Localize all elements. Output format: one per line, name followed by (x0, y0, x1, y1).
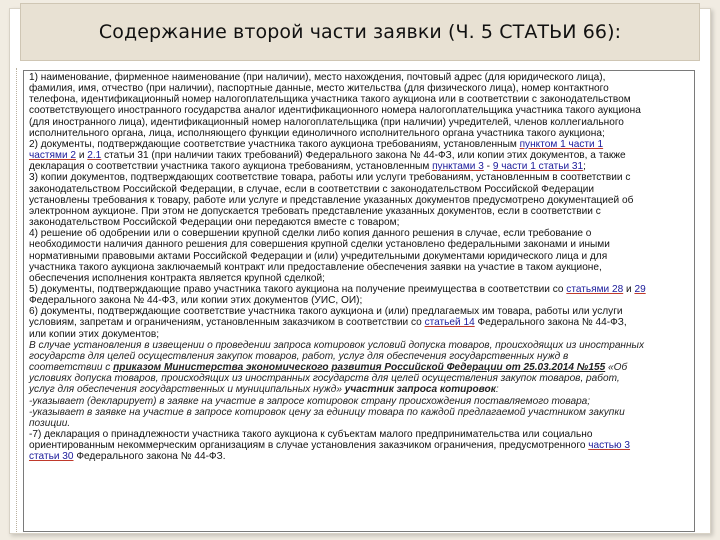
text-line (29, 284, 690, 295)
text-line (29, 451, 690, 462)
text-span: - (483, 161, 493, 173)
title-bar (20, 3, 700, 61)
item-4-paragraph (29, 228, 690, 284)
quote-participant-label: участник запроса котировок (344, 384, 496, 396)
text-line: законодательством Российской Федерации они передаются вместе с товаром; (29, 217, 400, 229)
text-line: В случае установления в извещении о проведении запроса котировок условий допуска товаров, происходящих из иностранных (29, 339, 645, 351)
text-line (29, 150, 690, 161)
text-line: позиции. (29, 417, 71, 429)
text-span: и (76, 150, 88, 162)
item-5-paragraph (29, 284, 690, 306)
text-span: ориентированным некоммерческим организациям в случае установления заказчиком ограничения, предусмотренного (29, 440, 589, 452)
text-line (29, 139, 690, 150)
text-span: «Об (605, 362, 628, 374)
slide-title: Содержание второй части заявки (Ч. 5 СТАТЬИ 66): (98, 21, 622, 43)
text-span: условиям, запретам и ограничениям, установленным заказчиком в соответствии со (29, 317, 425, 329)
item-1-paragraph (29, 72, 690, 139)
text-span: и (623, 283, 635, 295)
text-line: обеспечения исполнения контракта является крупной сделкой; (29, 272, 325, 284)
text-line: соответствующего иностранного государства аналог идентификационного номера налогоплательщика участника такого аукциона (29, 105, 641, 117)
text-span: 2) документы, подтверждающие соответствие участника такого аукциона требованиям, установленным (29, 138, 520, 150)
text-line: (для иностранного лица), идентификационный номер налогоплательщика (при наличии) учредителей, членов коллегиального (29, 116, 624, 128)
law-link-part-3[interactable]: частью 3 (588, 440, 631, 452)
text-line (29, 362, 690, 373)
text-line: участника такого аукциона заключаемый контракт или предоставление обеспечения заявки на участие в таком аукционе, (29, 261, 602, 273)
foreign-goods-note (29, 340, 690, 429)
side-decoration (16, 68, 21, 532)
law-link-parts-2[interactable]: частями 2 (29, 150, 77, 162)
text-line (29, 161, 690, 172)
text-line: 6) документы, подтверждающие соответствие участника такого аукциона и (или) предлагаемых им товара, работы или услуги (29, 306, 623, 318)
text-line: условиях допуска товаров, происходящих из иностранных государств для целей осуществления закупок товаров, работ, (29, 373, 620, 385)
text-span: статьи 31 (при наличии таких требований) Федерального закона № 44-ФЗ, или копии этих документов, а также (101, 150, 626, 162)
text-line: фамилия, имя, отчество (при наличии), паспортные данные, место жительства (для физического лица), номер контактного (29, 83, 609, 95)
content-box (23, 70, 695, 532)
text-line: установлены требования к товару, работе или услуге и представление указанных документов предусмотрено документацией об (29, 194, 634, 206)
law-link-articles-28[interactable]: статьями 28 (566, 283, 624, 295)
item-2-paragraph (29, 139, 690, 172)
item-6-paragraph (29, 306, 690, 339)
text-line: необходимости наличия данного решения для совершения крупной сделки установлено федеральными законами и иными (29, 239, 610, 251)
text-span: соответствии с (29, 362, 114, 374)
text-line: государств для целей осуществления закупок товаров, работ, услуг для обеспечения государственных нужд в (29, 350, 569, 362)
text-line: телефона, идентификационный номер налогоплательщика участника такого аукциона или в соответствии с законодательством (29, 94, 631, 106)
item-3-paragraph (29, 172, 690, 228)
text-line: 3) копии документов, подтверждающих соответствие товара, работы или услуги требованиям, установленным в соответствии с (29, 172, 631, 184)
text-span: ; (583, 161, 586, 173)
text-line: 4) решение об одобрении или о совершении крупной сделки либо копия данного решения в случае, если требование о (29, 228, 592, 240)
law-link-clause-1-part-1[interactable]: пунктом 1 части 1 (519, 138, 604, 150)
law-link-article-14[interactable]: статьей 14 (424, 317, 475, 329)
text-line: -указывает в заявке на участие в запросе котировок цену за единицу товара по каждой предлагаемой участником закупки (29, 406, 625, 418)
text-line: законодательством Российской Федерации, в случае, если в соответствии с законодательством Российской Федерации (29, 183, 595, 195)
law-link-clauses-3[interactable]: пунктами 3 (432, 161, 484, 173)
text-span: : (495, 384, 499, 396)
law-link-article-29[interactable]: 29 (634, 283, 646, 295)
text-span: Федерального закона № 44-ФЗ. (73, 451, 226, 463)
law-link-article-31[interactable]: 9 части 1 статьи 31 (492, 161, 584, 173)
text-line (29, 317, 690, 328)
text-line (29, 440, 690, 451)
text-span: 5) документы, подтверждающие право участника такого аукциона на получение преимущества в соответствии со (29, 283, 567, 295)
text-line: или копии этих документов; (29, 328, 160, 340)
law-link-article-30[interactable]: статьи 30 (29, 451, 74, 463)
text-span: Федерального закона № 44-ФЗ, (474, 317, 627, 329)
text-line: -7) декларация о принадлежности участника такого аукциона к субъектам малого предпринимательства или социально (29, 429, 593, 440)
text-line (29, 384, 690, 395)
text-span: декларация о соответствии участника такого аукциона требованиям, установленным (29, 161, 433, 173)
order-reference: приказом Министерства экономического развития Российской Федерации от 25.03.2014 №155 (113, 362, 606, 374)
text-line: 1) наименование, фирменное наименование (при наличии), место нахождения, почтовый адрес (для юридического лица), (29, 72, 606, 83)
text-line: электронном аукционе. При этом не допускается требовать представление указанных документов, если в соответствии с (29, 205, 601, 217)
text-line: Федерального закона № 44-ФЗ, или копии этих документов (УИС, ОИ); (29, 295, 363, 307)
item-7-paragraph (29, 429, 690, 462)
law-link-part-2-1[interactable]: 2.1 (87, 150, 102, 162)
text-line: исполнительного органа, лица, исполняющего функции единоличного исполнительного органа участника такого аукциона; (29, 127, 605, 139)
text-line: -указывает (декларирует) в заявке на участие в запросе котировок страну происхождения поставляемого товара; (29, 395, 591, 407)
text-span: услуг для обеспечения государственных и муниципальных нужд» (29, 384, 345, 396)
text-line: нормативными правовыми актами Российской Федерации и (или) учредительными документами юридического лица и для (29, 250, 608, 262)
